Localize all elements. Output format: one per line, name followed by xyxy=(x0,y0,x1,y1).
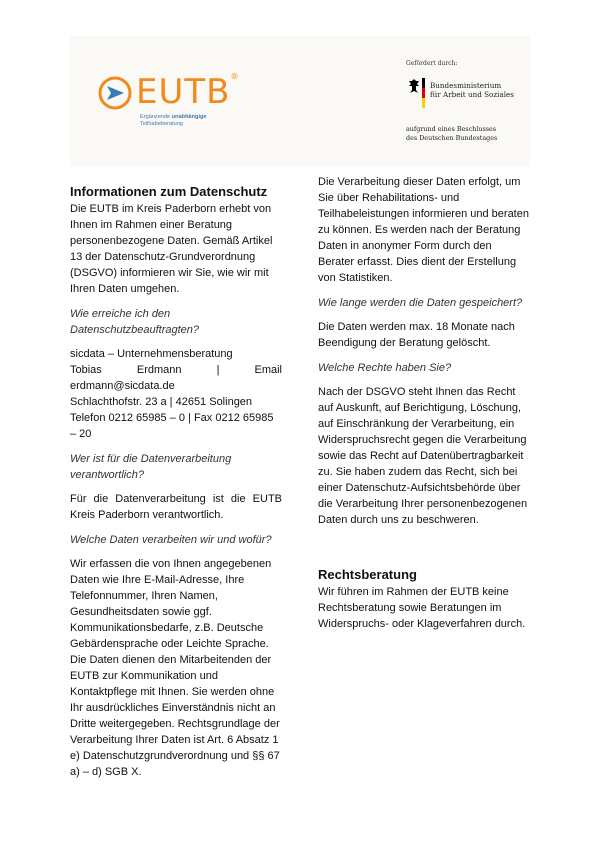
question-storage-duration: Wie lange werden die Daten gespeichert? xyxy=(318,297,523,309)
question-which-data: Welche Daten verarbeiten wir und wofür? xyxy=(70,534,272,546)
eutb-logo-icon xyxy=(98,76,132,110)
eutb-logo xyxy=(98,72,258,132)
german-flag-bar xyxy=(422,78,425,108)
funding-block xyxy=(406,60,526,142)
legal-advice-title: Rechtsberatung xyxy=(318,567,417,582)
federal-eagle-icon xyxy=(408,78,420,94)
question-responsible: Wer ist für die Datenverarbeitung verantwortlich? xyxy=(70,453,232,481)
answer-storage-duration: Die Daten werden max. 18 Monate nach Beendigung der Beratung gelöscht. xyxy=(318,321,515,349)
contact-block: sicdata – Unternehmensberatung Tobias Erdmann | Email erdmann@sicdata.de Schlachthofstr. 23 a | 42651 Solingen Telefon 0212 65985 – 0 | Fax 0212 65985 – 20 xyxy=(70,348,282,440)
answer-responsible: Für die Datenverarbeitung ist die EUTB Kreis Paderborn verantwortlich. xyxy=(70,493,282,521)
processing-purpose: Die Verarbeitung dieser Daten erfolgt, um Sie über Rehabilitations- und Teilhabeleistungen informieren und beraten zu können. Es werden nach der Beratung Daten in anonymer Form durch den Berater erfasst. Dies dient der Erstellung von Statistiken. xyxy=(318,176,529,284)
privacy-intro: Die EUTB im Kreis Paderborn erhebt von Ihnen im Rahmen einer Beratung personenbezogene Daten. Gemäß Artikel 13 der Datenschutz-Grundverordnung (DSGVO) informieren wir Sie, wie wir mit Ihren Daten umgehen. xyxy=(70,203,273,295)
resolution-text: aufgrund eines Beschlusses des Deutschen Bundestages xyxy=(406,125,498,142)
answer-which-data: Wir erfassen die von Ihnen angegebenen Daten wie Ihre E-Mail-Adresse, Ihre Telefonnummer, Ihren Namen, Gesundheitsdaten sowie ggf. Kommunikationsbedarfe, z.B. Deutsche Gebärdensprache oder Leichte Sprache. Die Daten dienen den Mitarbeitenden der EUTB zur Kommunikation und Kontaktpflege mit Ihnen. Sie werden ohne Ihr ausdrückliches Einverständnis nicht an Dritte weitergegeben. Rechtsgrundlage der Verarbeitung Ihrer Daten ist Art. 6 Absatz 1 e) Datenschutzgrundverordnung und §§ 67 a) – d) SGB X. xyxy=(70,558,280,778)
ministry-name: Bundesministerium für Arbeit und Soziales xyxy=(430,81,514,99)
logo-word: EUTB® xyxy=(136,72,240,112)
logo-tagline: Ergänzende unabhängige Teilhabeberatung xyxy=(140,114,207,127)
legal-advice-text: Wir führen im Rahmen der EUTB keine Rechtsberatung sowie Beratungen im Widerspruchs- oder Klageverfahren durch. xyxy=(318,586,526,630)
left-column xyxy=(70,183,282,780)
question-data-protection-officer: Wie erreiche ich den Datenschutzbeauftragten? xyxy=(70,308,200,336)
right-column xyxy=(318,174,530,632)
header-banner xyxy=(70,36,530,166)
question-rights: Welche Rechte haben Sie? xyxy=(318,362,452,374)
privacy-title: Informationen zum Datenschutz xyxy=(70,184,268,199)
ministry-logo xyxy=(406,78,526,120)
funded-by-label: Gefördert durch: xyxy=(406,60,458,67)
answer-rights: Nach der DSGVO steht Ihnen das Recht auf Auskunft, auf Berichtigung, Löschung, auf Einschränkung der Verarbeitung, ein Widerspruchsrecht gegen die Verarbeitung sowie das Recht auf Datenübertragbarkeit zu. Sie haben zudem das Recht, sich bei einer Datenschutz-Aufsichtsbehörde über die Verarbeitung Ihrer personenbezogenen Daten durch uns zu beschweren. xyxy=(318,386,528,526)
